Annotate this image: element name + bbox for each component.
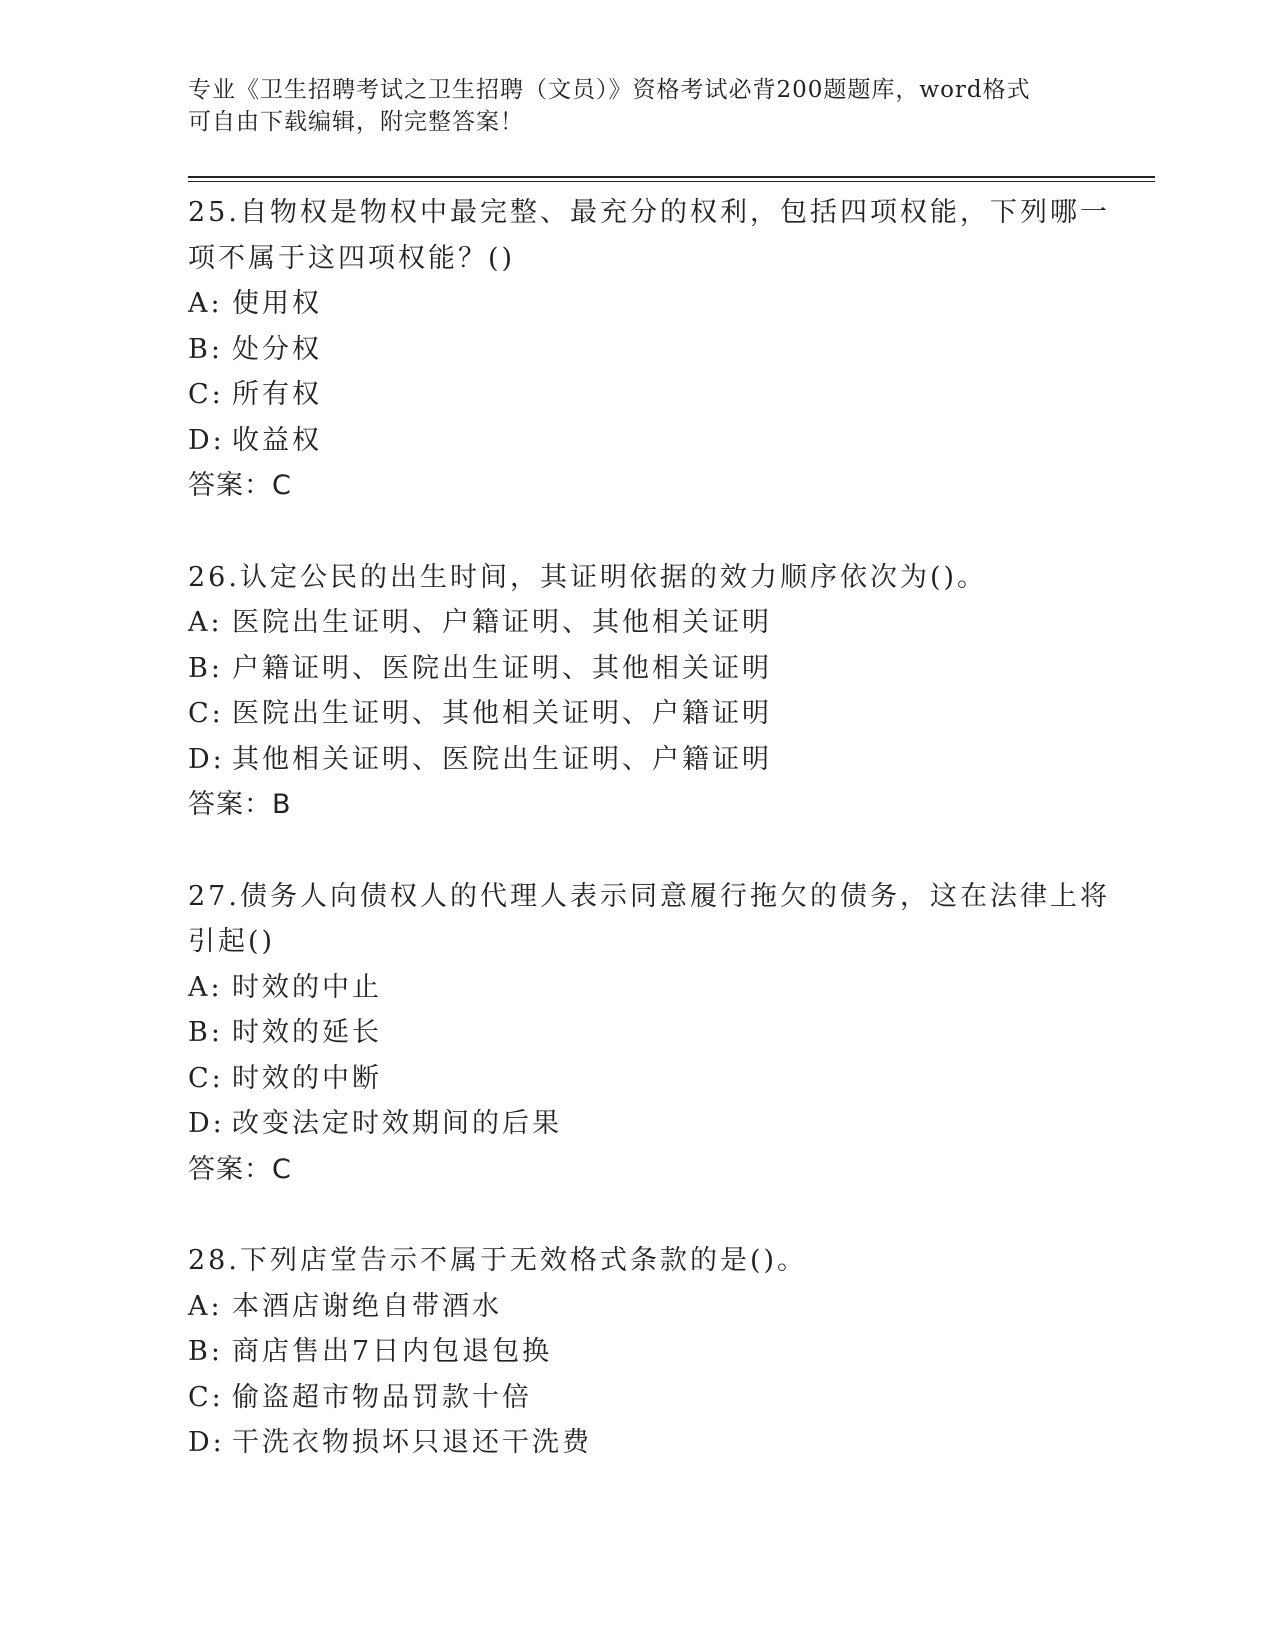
document-header [188, 74, 1088, 138]
option-letter: C: [188, 1381, 224, 1413]
option-letter: B: [188, 333, 223, 365]
option-letter: B: [188, 1017, 223, 1048]
option-letter: B: [188, 652, 223, 684]
option-letter: A: [188, 971, 223, 1003]
option-row [188, 1420, 1088, 1466]
option-row [188, 1329, 1088, 1375]
question-text: 28.下列店堂告示不属于无效格式条款的是()。 [188, 1245, 808, 1276]
option-letter: C: [188, 698, 224, 729]
header-line-1: 专业《卫生招聘考试之卫生招聘（文员）》资格考试必背200题题库，word格式 [188, 77, 1031, 103]
option-row [188, 327, 1088, 373]
question-block [188, 874, 1110, 1193]
option-text: 所有权 [232, 379, 322, 410]
option-letter: A: [188, 288, 223, 319]
option-letter: A: [188, 1290, 223, 1322]
option-row [188, 965, 1088, 1011]
option-row [188, 1101, 1088, 1147]
option-text: 时效的中止 [232, 971, 382, 1003]
option-text: 其他相关证明、医院出生证明、户籍证明 [232, 743, 772, 775]
option-row [188, 737, 1088, 783]
option-letter: D: [188, 1427, 225, 1458]
option-row [188, 691, 1088, 737]
option-text: 时效的中断 [232, 1062, 382, 1094]
option-letter: C: [188, 1062, 224, 1094]
option-text: 医院出生证明、其他相关证明、户籍证明 [232, 698, 772, 729]
header-line-2: 可自由下载编辑，附完整答案！ [188, 109, 524, 135]
option-row [188, 646, 1088, 692]
option-text: 时效的延长 [232, 1017, 382, 1048]
option-row [188, 600, 1088, 646]
option-text: 改变法定时效期间的后果 [232, 1108, 562, 1139]
option-row [188, 1375, 1088, 1421]
question-text: 项不属于这四项权能？() [188, 242, 516, 274]
answer-text: 答案：C [188, 470, 292, 501]
option-letter: D: [188, 424, 225, 456]
question-text: 27.债务人向债权人的代理人表示同意履行拖欠的债务，这在法律上将 [188, 880, 1110, 912]
option-row [188, 372, 1088, 418]
header-divider-thin [188, 181, 1155, 182]
option-text: 户籍证明、医院出生证明、其他相关证明 [232, 652, 772, 684]
question-text: 引起() [188, 926, 276, 957]
question-text: 25.自物权是物权中最完整、最充分的权利，包括四项权能，下列哪一 [188, 197, 1110, 228]
option-row [188, 281, 1088, 327]
option-text: 商店售出7日内包退包换 [232, 1336, 553, 1367]
answer-text: 答案：B [188, 789, 292, 820]
option-row [188, 1056, 1088, 1102]
question-text: 26.认定公民的出生时间，其证明依据的效力顺序依次为()。 [188, 561, 988, 593]
option-text: 使用权 [232, 288, 322, 319]
option-letter: C: [188, 379, 224, 410]
option-row [188, 1010, 1088, 1056]
question-block [188, 555, 1088, 828]
question-list [188, 190, 1110, 1512]
question-block [188, 190, 1110, 509]
answer-text: 答案：C [188, 1153, 292, 1185]
option-text: 偷盗超市物品罚款十倍 [232, 1381, 532, 1413]
option-text: 本酒店谢绝自带酒水 [232, 1290, 502, 1322]
header-divider [188, 176, 1155, 178]
option-letter: D: [188, 1108, 225, 1139]
option-text: 处分权 [232, 333, 322, 365]
option-letter: B: [188, 1336, 223, 1367]
option-text: 医院出生证明、户籍证明、其他相关证明 [232, 607, 772, 638]
option-text: 干洗衣物损坏只退还干洗费 [232, 1427, 592, 1458]
option-row [188, 1284, 1088, 1330]
option-letter: A: [188, 607, 223, 638]
option-row [188, 418, 1088, 464]
option-letter: D: [188, 743, 225, 775]
option-text: 收益权 [232, 424, 322, 456]
question-block [188, 1238, 1088, 1466]
